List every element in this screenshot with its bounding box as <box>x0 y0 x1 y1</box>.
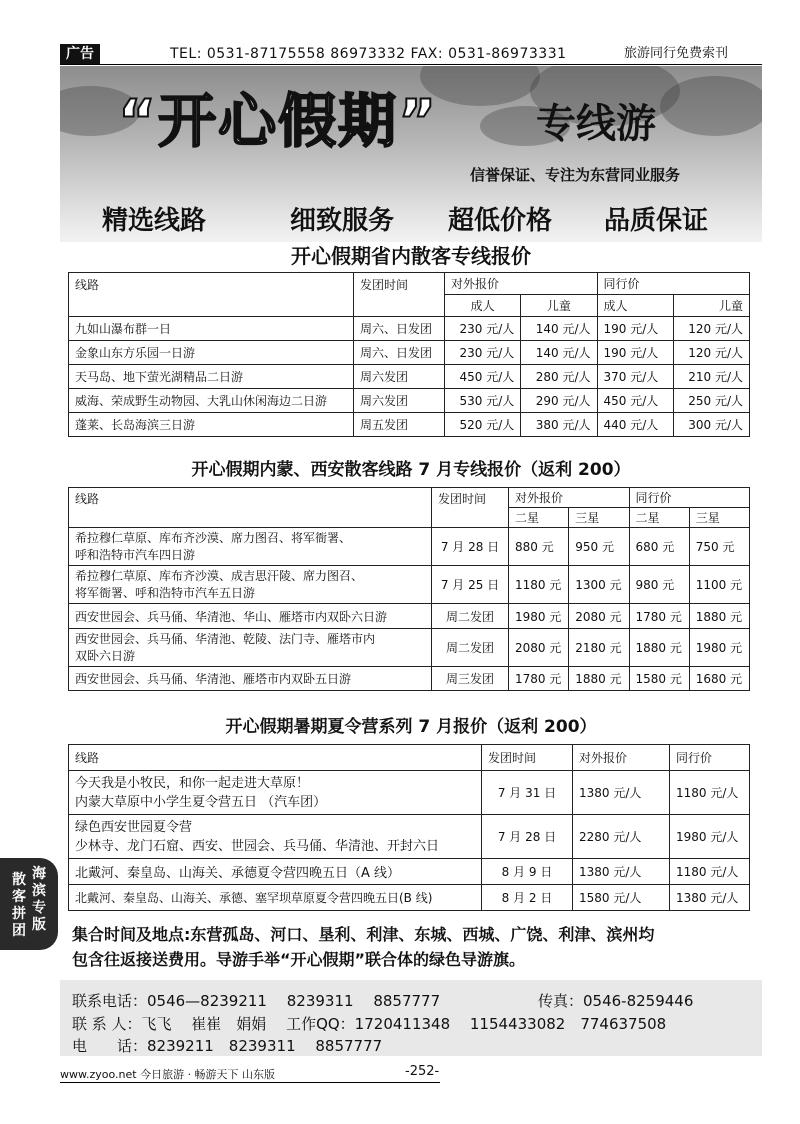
route-line: 绿色西安世园夏令营 <box>75 819 193 835</box>
tel-fax-text: TEL: 0531-87175558 86973332 FAX: 0531-86973331 <box>170 46 567 62</box>
route-cell: 金象山东方乐园一日游 <box>69 341 354 365</box>
route-cell: 西安世园会、兵马俑、华清池、华山、雁塔市内双卧六日游 <box>69 604 432 629</box>
depart-cell: 7 月 28 日 <box>432 528 509 566</box>
summer-camp-table <box>68 744 750 911</box>
assembly-line: 集合时间及地点:东营孤岛、河口、垦利、利津、东城、西城、广饶、利津、滨州均 <box>72 925 655 944</box>
feature-1: 精选线路 <box>102 206 207 236</box>
table-row <box>69 566 750 604</box>
table-row <box>69 528 750 566</box>
price-cell: 2080 元 <box>509 629 569 667</box>
inner-mongolia-xian-table <box>68 487 750 691</box>
price-cell: 1880 元 <box>689 604 749 629</box>
col-adult: 成人 <box>445 295 521 317</box>
route-line: 呼和浩特市汽车四日游 <box>75 547 196 562</box>
depart-cell: 8 月 2 日 <box>482 885 573 911</box>
col-two-star: 二星 <box>509 508 569 528</box>
price-cell: 450 元/人 <box>597 389 673 413</box>
contact-person: 联 系 人：飞飞 崔崔 娟娟 工作QQ：1720411348 1154433082 774637508 <box>72 1015 667 1033</box>
col-depart: 发团时间 <box>432 488 509 528</box>
price-cell: 1380 元/人 <box>573 771 670 815</box>
depart-cell: 周五发团 <box>354 413 445 437</box>
route-cell: 北戴河、秦皇岛、山海关、承德夏令营四晚五日（A 线） <box>69 859 482 885</box>
price-cell: 680 元 <box>629 528 689 566</box>
price-cell: 1380 元/人 <box>670 885 750 911</box>
depart-cell: 周二发团 <box>432 604 509 629</box>
route-line: 少林寺、龙门石窟、西安、世园会、兵马俑、华清池、开封六日 <box>75 838 440 854</box>
price-cell: 370 元/人 <box>597 365 673 389</box>
assembly-line: 包含往返接送费用。导游手举“开心假期”联合体的绿色导游旗。 <box>72 950 526 969</box>
price-cell: 1880 元 <box>629 629 689 667</box>
route-cell: 蓬莱、长岛海滨三日游 <box>69 413 354 437</box>
route-cell: 威海、荣成野生动物园、大乳山休闲海边二日游 <box>69 389 354 413</box>
col-route: 线路 <box>69 745 482 771</box>
feature-4: 品质保证 <box>604 206 709 236</box>
route-cell: 九如山瀑布群一日 <box>69 317 354 341</box>
route-line: 今天我是小牧民，和你一起走进大草原！ <box>75 775 310 791</box>
price-cell: 950 元 <box>569 528 629 566</box>
depart-cell: 周六发团 <box>354 389 445 413</box>
side-tab-text: 散客拼团 <box>12 872 26 939</box>
col-depart: 发团时间 <box>354 273 445 317</box>
section3-title: 开心假期暑期夏令营系列 7 月报价（返利 200） <box>225 717 597 737</box>
table-row <box>69 341 750 365</box>
price-cell: 1300 元 <box>569 566 629 604</box>
depart-cell: 7 月 25 日 <box>432 566 509 604</box>
price-cell: 1100 元 <box>689 566 749 604</box>
price-cell: 980 元 <box>629 566 689 604</box>
price-cell: 2280 元/人 <box>573 815 670 859</box>
col-depart: 发团时间 <box>482 745 573 771</box>
col-child: 儿童 <box>673 295 749 317</box>
banner-title-tail: 专线游 <box>536 101 656 147</box>
col-peer: 同行价 <box>597 273 750 295</box>
route-cell: 天马岛、地下萤光湖精品二日游 <box>69 365 354 389</box>
price-cell: 140 元/人 <box>521 317 597 341</box>
table-row <box>69 317 750 341</box>
price-cell: 2080 元 <box>569 604 629 629</box>
price-cell: 1880 元 <box>569 667 629 691</box>
price-cell: 1980 元/人 <box>670 815 750 859</box>
price-cell: 2180 元 <box>569 629 629 667</box>
price-cell: 1980 元 <box>689 629 749 667</box>
route-cell: 西安世园会、兵马俑、华清池、雁塔市内双卧五日游 <box>69 667 432 691</box>
section2-title: 开心假期内蒙、西安散客线路 7 月专线报价（返利 200） <box>191 460 631 480</box>
col-child: 儿童 <box>521 295 597 317</box>
depart-cell: 7 月 28 日 <box>482 815 573 859</box>
col-three-star: 三星 <box>689 508 749 528</box>
col-route: 线路 <box>69 273 354 317</box>
footer-site: www.zyoo.net 今日旅游 · 畅游天下 山东版 <box>60 1066 440 1083</box>
price-cell: 120 元/人 <box>673 341 749 365</box>
col-peer: 同行价 <box>629 488 750 508</box>
feature-3: 超低价格 <box>448 206 553 236</box>
table-row <box>69 771 750 815</box>
contact-fax: 传真：0546-8259446 <box>538 992 694 1010</box>
route-line: 西安世园会、兵马俑、华清池、乾陵、法门寺、雁塔市内 <box>75 631 376 646</box>
price-cell: 190 元/人 <box>597 341 673 365</box>
ad-label: 广告 <box>60 44 100 64</box>
price-cell: 230 元/人 <box>445 317 521 341</box>
price-cell: 1380 元/人 <box>573 859 670 885</box>
feature-2: 细致服务 <box>290 206 395 236</box>
provincial-price-table <box>68 272 750 437</box>
price-cell: 1180 元/人 <box>670 859 750 885</box>
col-adult: 成人 <box>597 295 673 317</box>
depart-cell: 周二发团 <box>432 629 509 667</box>
table-row <box>69 389 750 413</box>
price-cell: 1980 元 <box>509 604 569 629</box>
side-tab <box>0 858 58 950</box>
price-cell: 290 元/人 <box>521 389 597 413</box>
table-row <box>69 859 750 885</box>
contact-tel: 电 话：8239211 8239311 8857777 <box>72 1037 383 1055</box>
price-cell: 530 元/人 <box>445 389 521 413</box>
contact-box <box>60 980 762 1056</box>
col-three-star: 三星 <box>569 508 629 528</box>
col-route: 线路 <box>69 488 432 528</box>
price-cell: 190 元/人 <box>597 317 673 341</box>
price-cell: 450 元/人 <box>445 365 521 389</box>
price-cell: 230 元/人 <box>445 341 521 365</box>
banner-slogan: 信誉保证、专注为东营同业服务 <box>470 166 681 184</box>
magazine-subtitle: 旅游同行免费索刊 <box>624 46 729 61</box>
table-row <box>69 885 750 911</box>
route-line: 将军衙署、呼和浩特市汽车五日游 <box>75 585 256 600</box>
price-cell: 300 元/人 <box>673 413 749 437</box>
price-cell: 1780 元 <box>509 667 569 691</box>
depart-cell: 周六发团 <box>354 365 445 389</box>
table-row <box>69 413 750 437</box>
route-line: 内蒙大草原中小学生夏令营五日 （汽车团） <box>75 794 327 810</box>
price-cell: 210 元/人 <box>673 365 749 389</box>
price-cell: 1580 元 <box>629 667 689 691</box>
route-cell: 北戴河、秦皇岛、山海关、承德、塞罕坝草原夏令营四晚五日(B 线) <box>69 885 482 911</box>
route-line: 双卧六日游 <box>75 648 136 663</box>
price-cell: 140 元/人 <box>521 341 597 365</box>
price-cell: 520 元/人 <box>445 413 521 437</box>
depart-cell: 7 月 31 日 <box>482 771 573 815</box>
depart-cell: 周六、日发团 <box>354 317 445 341</box>
price-cell: 1780 元 <box>629 604 689 629</box>
table-row <box>69 629 750 667</box>
col-public: 对外报价 <box>573 745 670 771</box>
col-public: 对外报价 <box>509 488 630 508</box>
table-row <box>69 604 750 629</box>
depart-cell: 8 月 9 日 <box>482 859 573 885</box>
price-cell: 1680 元 <box>689 667 749 691</box>
price-cell: 750 元 <box>689 528 749 566</box>
col-two-star: 二星 <box>629 508 689 528</box>
banner-title: “开心假期” <box>118 87 439 155</box>
route-line: 希拉穆仁草原、库布齐沙漠、成吉思汗陵、席力图召、 <box>75 568 364 583</box>
price-cell: 1180 元 <box>509 566 569 604</box>
price-cell: 440 元/人 <box>597 413 673 437</box>
col-public: 对外报价 <box>445 273 598 295</box>
price-cell: 380 元/人 <box>521 413 597 437</box>
section1-title: 开心假期省内散客专线报价 <box>291 244 531 268</box>
price-cell: 880 元 <box>509 528 569 566</box>
depart-cell: 周三发团 <box>432 667 509 691</box>
depart-cell: 周六、日发团 <box>354 341 445 365</box>
table-row <box>69 667 750 691</box>
col-peer: 同行价 <box>670 745 750 771</box>
contact-phone: 联系电话：0546—8239211 8239311 8857777 <box>72 992 441 1010</box>
price-cell: 250 元/人 <box>673 389 749 413</box>
price-cell: 280 元/人 <box>521 365 597 389</box>
table-row <box>69 815 750 859</box>
table-row <box>69 365 750 389</box>
route-line: 希拉穆仁草原、库布齐沙漠、席力图召、将军衙署、 <box>75 530 352 545</box>
price-cell: 1580 元/人 <box>573 885 670 911</box>
price-cell: 120 元/人 <box>673 317 749 341</box>
price-cell: 1180 元/人 <box>670 771 750 815</box>
page-number: -252- <box>405 1064 440 1079</box>
side-tab-text: 海滨专版 <box>32 866 46 933</box>
assembly-note <box>72 922 752 972</box>
